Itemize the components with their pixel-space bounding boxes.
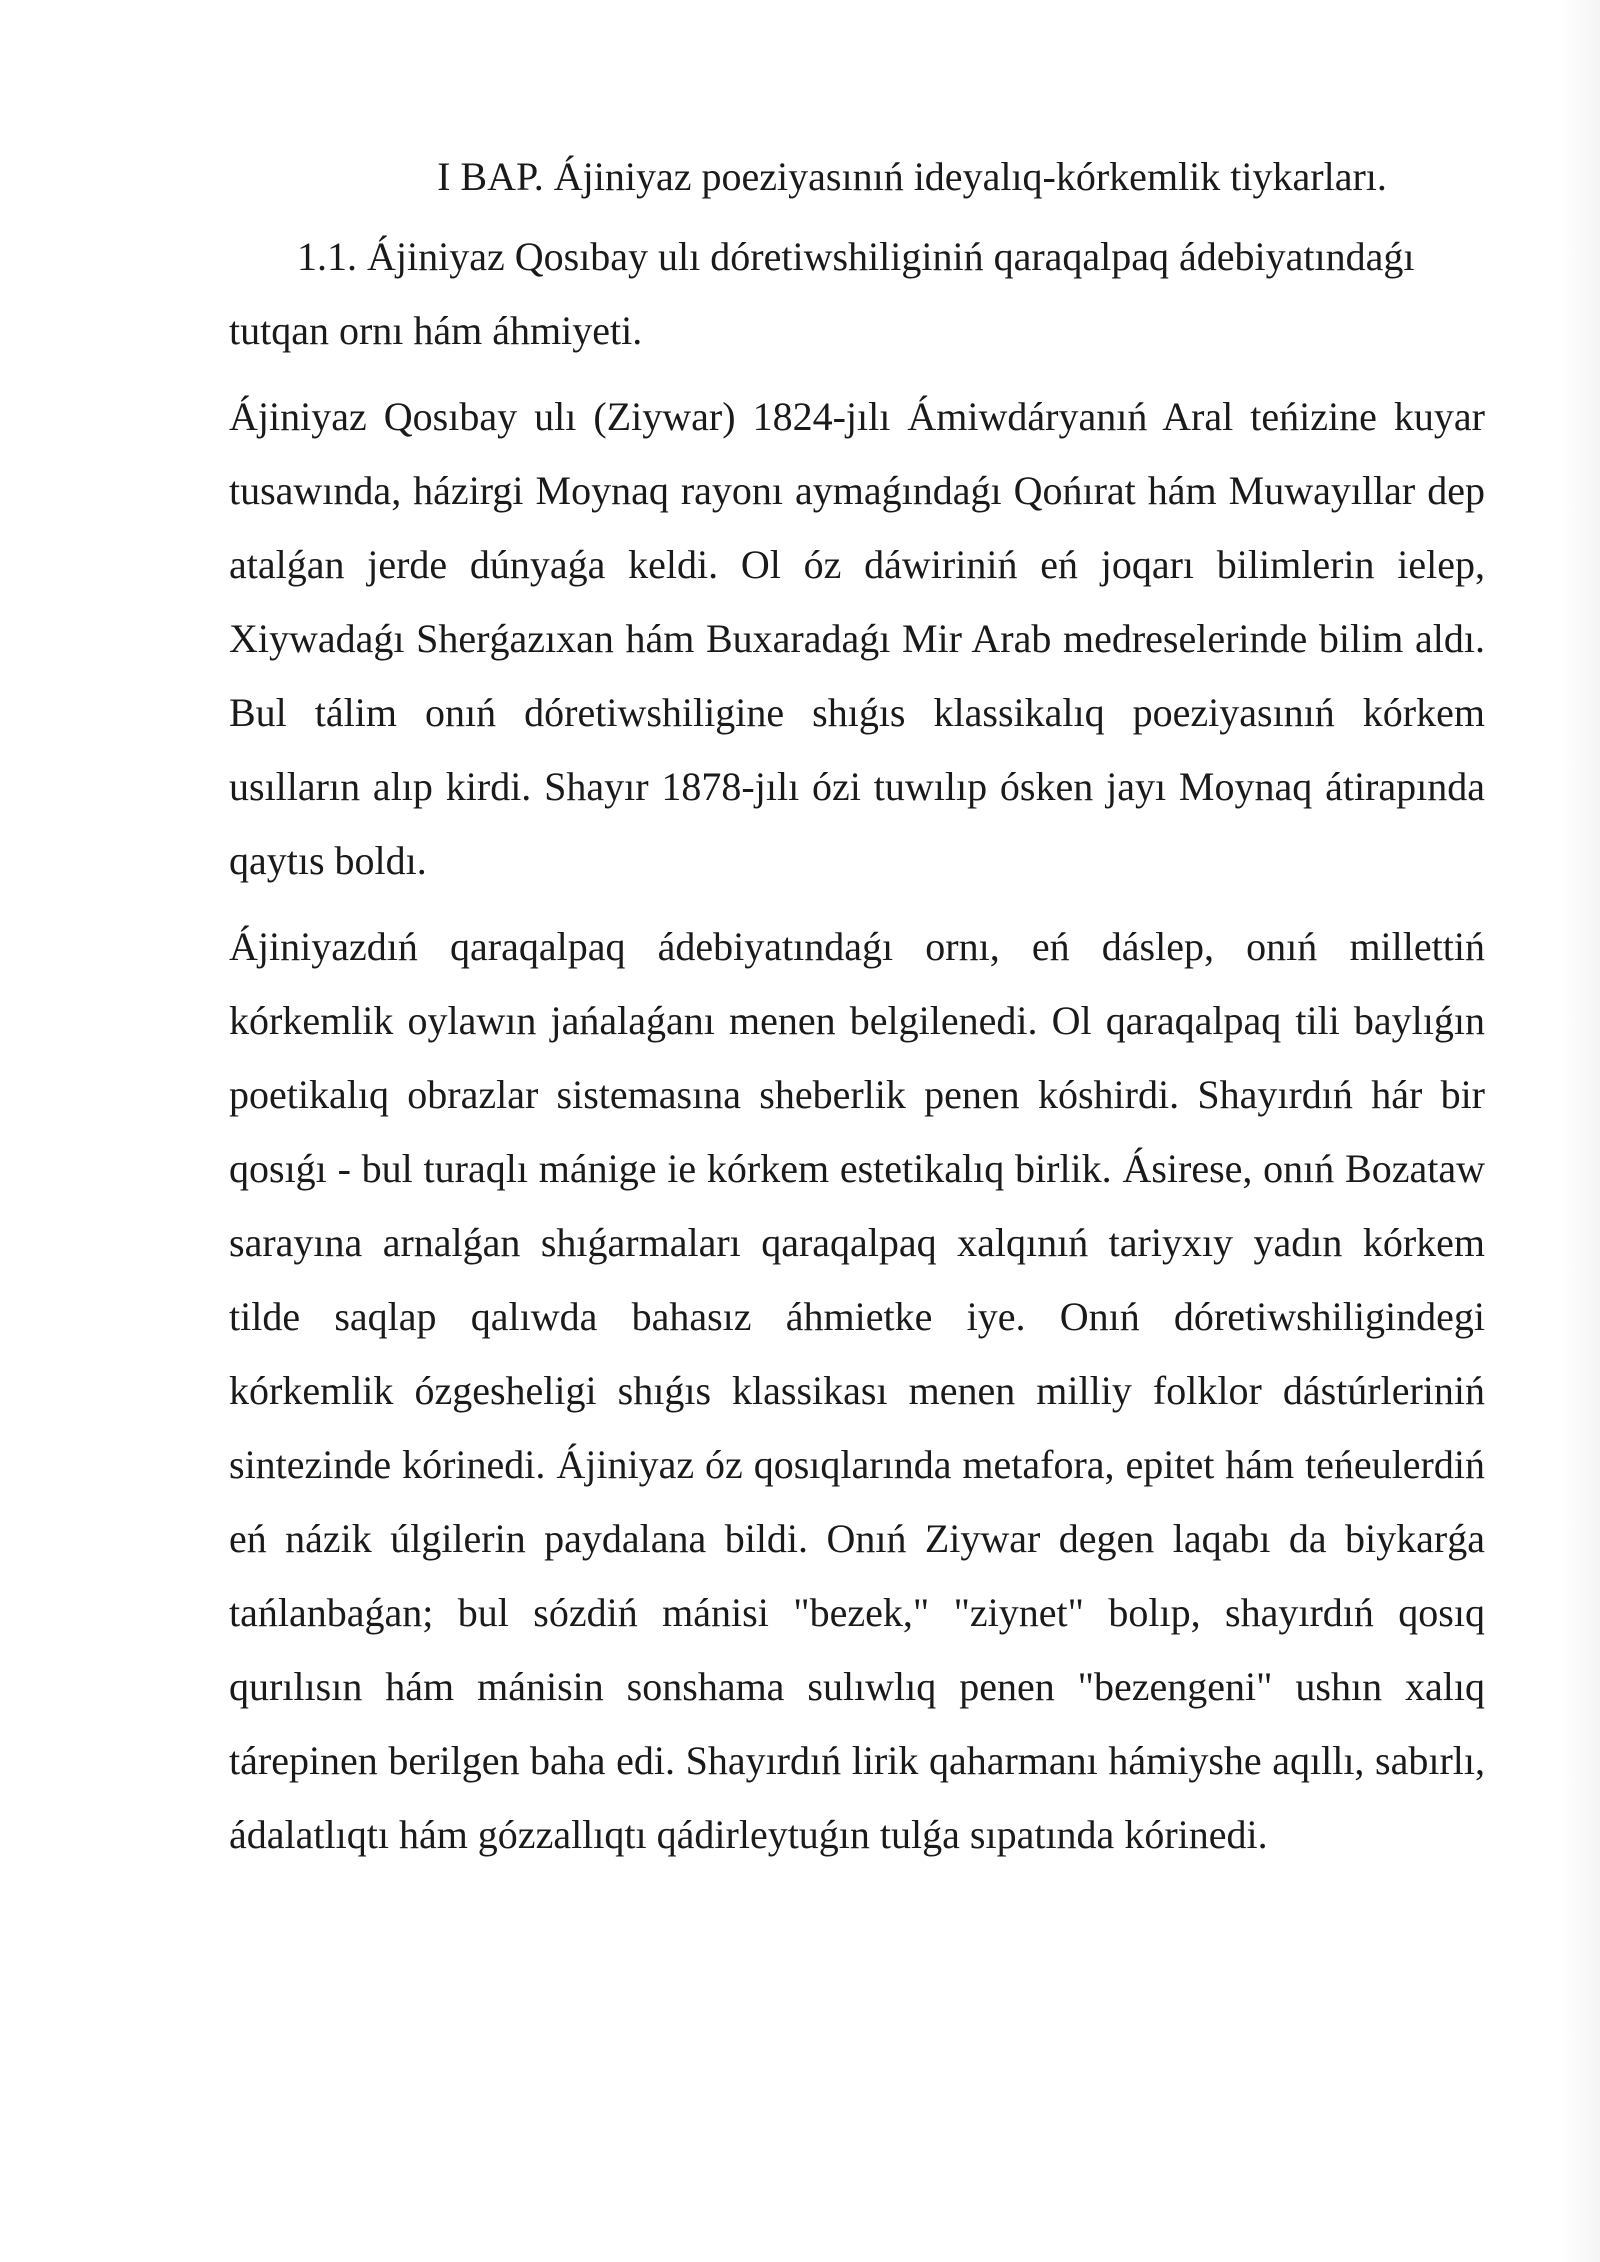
paragraph-2: Ájiniyazdıń qaraqalpaq ádebiyatındaǵı ornı, eń dáslep, onıń millettiń kórkemlik oylawın jańalaǵanı menen belgilenedi. Ol qaraqalpaq tili baylıǵın poetikalıq obrazlar sistemasına sheberlik penen kóshirdi. Shayırdıń hár bir qosıǵı - bul turaqlı mánige ie kórkem estetikalıq birlik. Ásirese, onıń Bozataw sarayına arnalǵan shıǵarmaları qaraqalpaq xalqınıń tariyxıy yadın kórkem tilde saqlap qalıwda bahasız áhmietke iye. Onıń dóretiwshiligindegi kórkemlik ózgesheligi shıǵıs klassikası menen milliy folklor dástúrleriniń sintezinde kórinedi. Ájiniyaz óz qosıqlarında metafora, epitet hám teńeulerdiń eń názik úlgilerin paydalana bildi. Onıń Ziywar degen laqabı da biykarǵa tańlanbaǵan; bul sózdiń mánisi "bezek," "ziynet" bolıp, shayırdıń qosıq qurılısın hám mánisin sonshama sulıwlıq penen "bezengeni" ushın xalıq tárepinen berilgen baha edi. Shayırdıń lirik qaharmanı hámiyshe aqıllı, sabırlı, ádalatlıqtı hám gózzallıqtı qádirleytuǵın tulǵa sıpatında kórinedi. [229,924,1485,1857]
chapter-title: I BAP. Ájiniyaz poeziyasınıń ideyalıq-kórkemlik tiykarları. [437,154,1387,199]
paragraph-1: Ájiniyaz Qosıbay ulı (Ziywar) 1824-jılı Ámiwdáryanıń Aral teńizine kuyar tusawında, házirgi Moynaq rayonı aymaǵındaǵı Qońırat hám Muwayıllar dep atalǵan jerde dúnyaǵa keldi. Ol óz dáwiriniń eń joqarı bilimlerin ielep, Xiywadaǵı Sherǵazıxan hám Buxaradaǵı Mir Arab medreselerinde bilim aldı. Bul tálim onıń dóretiwshiligine shıǵıs klassikalıq poeziyasınıń kórkem usılların alıp kirdi. Shayır 1878-jılı ózi tuwılıp ósken jayı Moynaq átirapında qaytıs boldı. [229,394,1485,883]
page-edge-shadow [1560,0,1600,2262]
section-title: 1.1. Ájiniyaz Qosıbay ulı dóretiwshiliginiń qaraqalpaq ádebiyatındaǵı tutqan ornı hám áhmiyeti. [229,234,1415,353]
document-body [229,140,1485,1884]
